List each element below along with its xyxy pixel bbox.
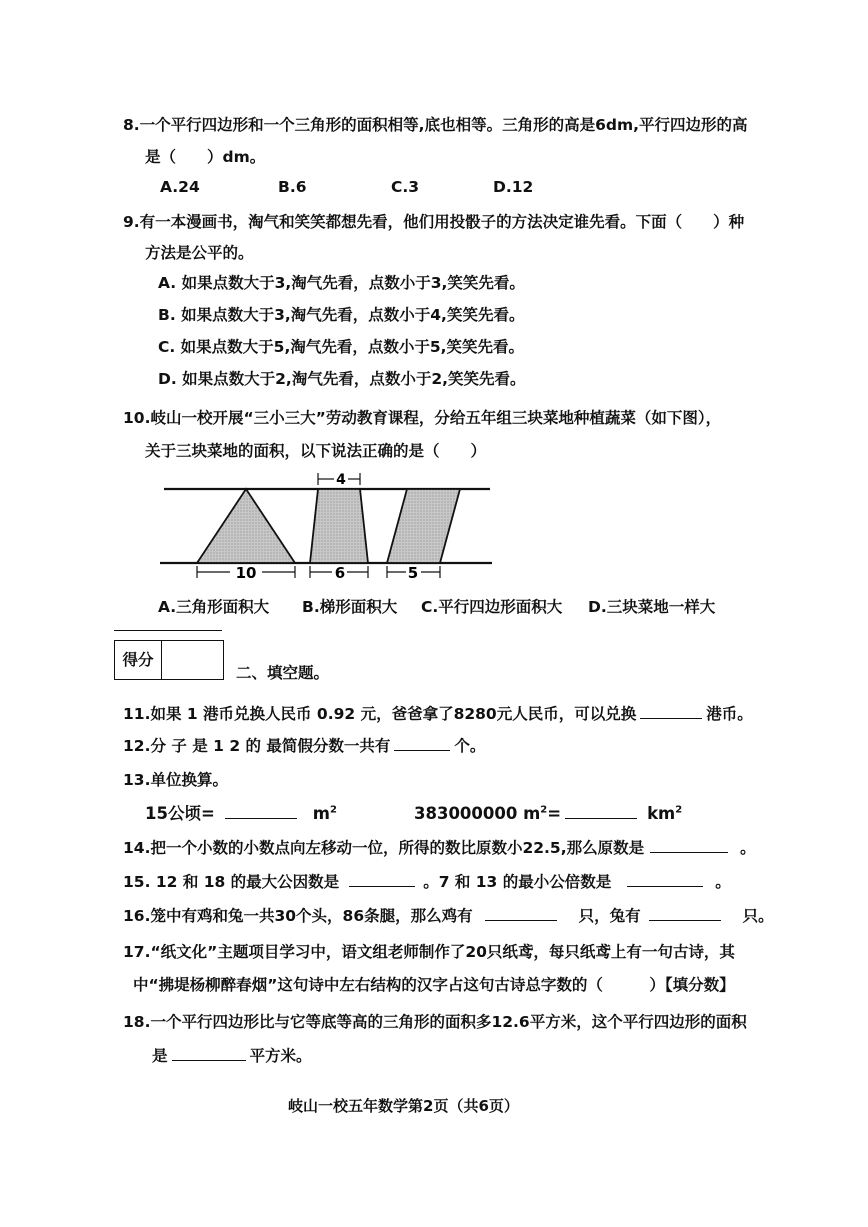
q8-line1: 8.一个平行四边形和一个三角形的面积相等,底也相等。三角形的高是6dm,平行四边形的高 [123,116,748,134]
q13-part-b: 383000000 $m^2= km^2$ [414,804,683,823]
q8-option-c: C.3 [391,178,420,196]
q9-option-c: C. 如果点数大于5,淘气先看，点数小于5,笑笑先看。 [158,338,525,356]
q9-option-b: B. 如果点数大于3,淘气先看，点数小于4,笑笑先看。 [158,306,525,324]
q15: 15. 12 和 18 的最大公因数是 。7 和 13 的最小公倍数是 。 [123,873,731,891]
q11-answer-blank[interactable] [640,704,702,719]
q10-option-d: D.三块菜地一样大 [588,598,716,616]
q13-b-answer-blank[interactable] [565,804,637,819]
q16: 16.笼中有鸡和兔一共30个头，86条腿，那么鸡有 只，兔有 只。 [123,907,774,925]
q10-line1: 10.岐山一校开展“三小三大”劳动教育课程，分给五年组三块菜地种植蔬菜（如下图）， [123,409,722,427]
q8-option-b: B.6 [278,178,307,196]
q10-option-a: A.三角形面积大 [158,598,270,616]
q16-rabbit-blank[interactable] [649,906,721,921]
q18-answer-blank[interactable] [172,1046,246,1061]
page-footer: 岐山一校五年数学第2页（共6页） [288,1097,519,1115]
score-label: 得分 [115,641,162,679]
q17-line1: 17.“纸文化”主题项目学习中，语文组老师制作了20只纸鸢，每只纸鸢上有一句古诗，其 [123,943,735,961]
q13-title: 13.单位换算。 [123,771,228,789]
q11: 11.如果 1 港币兑换人民币 0.92 元，爸爸拿了8280元人民币，可以兑换 港币。 [123,705,753,723]
parallelogram-base-label: 5 [407,564,419,582]
q9-line1: 9.有一本漫画书，淘气和笑笑都想先看，他们用投骰子的方法决定谁先看。下面（ ）种 [123,213,745,231]
q13-a-answer-blank[interactable] [225,804,297,819]
trapezoid-bottom-label: 6 [334,564,346,582]
q8-line2: 是（ ）dm。 [145,148,266,166]
q17-line2: 中“拂堤杨柳醉春烟”这句诗中左右结构的汉字占这句古诗总字数的（ ）【填分数】 [133,976,735,994]
q16-chicken-blank[interactable] [485,906,557,921]
section2-title: 二、填空题。 [236,664,330,682]
q14: 14.把一个小数的小数点向左移动一位，所得的数比原数小22.5,那么原数是 。 [123,839,756,857]
score-box-top-rule [114,630,222,631]
q15-gcd-blank[interactable] [349,872,415,887]
trapezoid-plot [310,489,368,563]
q14-answer-blank[interactable] [650,838,728,853]
q10-option-c: C.平行四边形面积大 [421,598,563,616]
q10-option-b: B.梯形面积大 [302,598,398,616]
q8-option-a: A.24 [160,178,200,196]
q10-line2: 关于三块菜地的面积，以下说法正确的是（ ） [145,442,487,460]
q9-option-a: A. 如果点数大于3,淘气先看，点数小于3,笑笑先看。 [158,274,525,292]
q12: 12.分 子 是 1 2 的 最简假分数一共有 个。 [123,737,486,755]
q13-part-a: 15公顷= $m^2$ [145,804,337,823]
score-box [114,640,224,680]
q9-line2: 方法是公平的。 [145,244,254,262]
q18-line1: 18.一个平行四边形比与它等底等高的三角形的面积多12.6平方米，这个平行四边形的面积 [123,1013,747,1031]
q10-figure [150,468,500,583]
q12-answer-blank[interactable] [394,736,450,751]
q9-option-d: D. 如果点数大于2,淘气先看，点数小于2,笑笑先看。 [158,370,526,388]
trapezoid-top-label: 4 [336,472,346,488]
triangle-base-label: 10 [235,564,257,582]
parallelogram-plot [387,489,460,563]
q18-line2: 是 平方米。 [152,1047,312,1065]
q8-option-d: D.12 [493,178,534,196]
triangle-plot [197,489,295,563]
q15-lcm-blank[interactable] [627,872,703,887]
